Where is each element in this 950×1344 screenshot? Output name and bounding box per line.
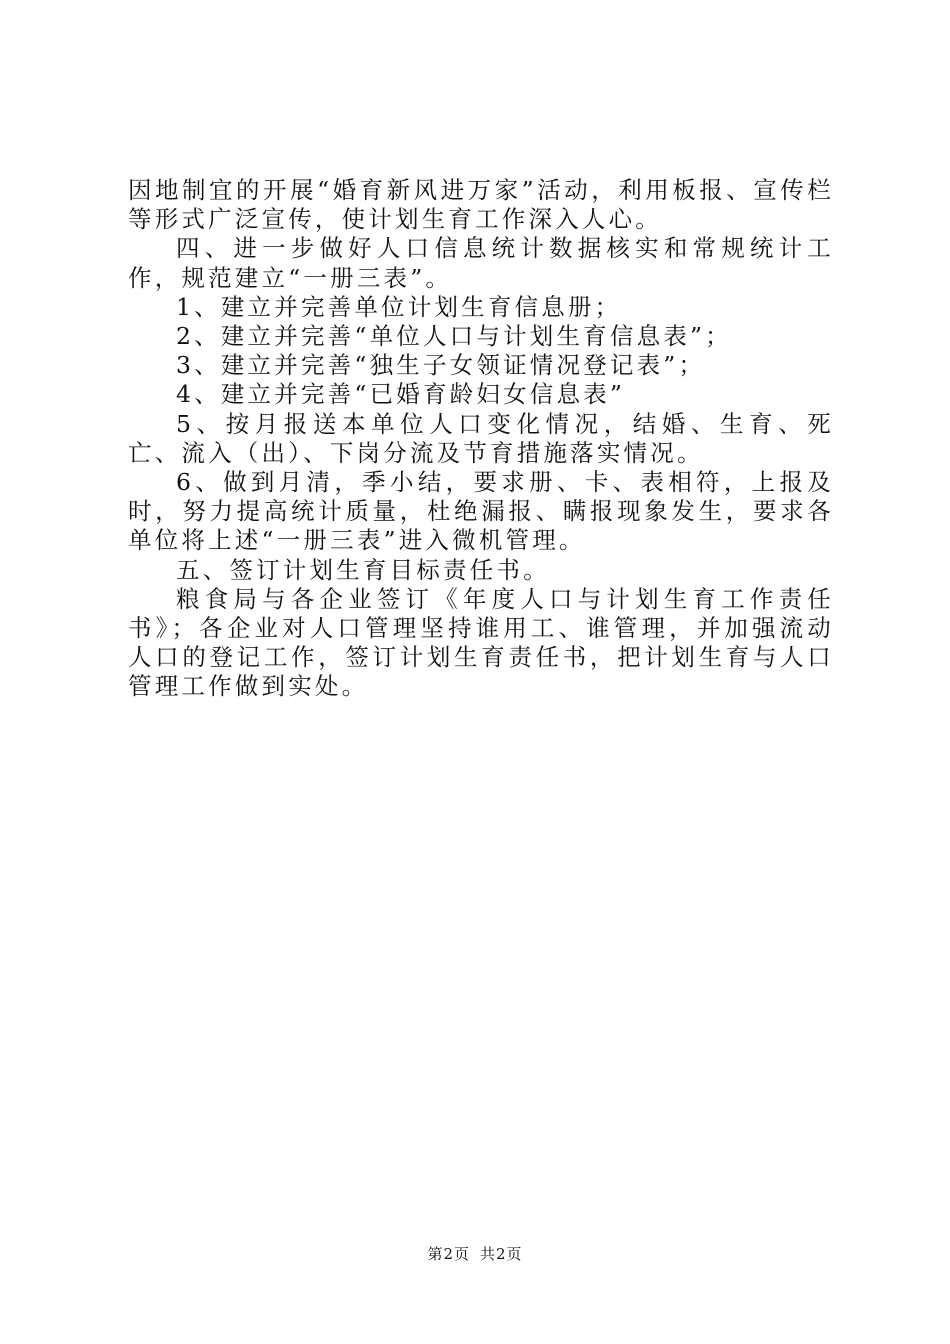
paragraph-2: 四、进一步做好人口信息统计数据核实和常规统计工作，规范建立“一册三表”。 (128, 234, 834, 292)
page-footer (0, 1243, 950, 1264)
paragraph-6: 4、建立并完善“已婚育龄妇女信息表” (176, 380, 626, 409)
paragraph-5: 3、建立并完善“独生子女领证情况登记表”； (176, 351, 706, 380)
page-number-total: 共2页 (480, 1245, 523, 1263)
paragraph-3: 1、建立并完善单位计划生育信息册； (176, 292, 622, 321)
paragraph-7: 5、按月报送本单位人口变化情况，结婚、生育、死亡、流入（出）、下岗分流及节育措施落实情况。 (128, 409, 834, 467)
page-number-current: 第2页 (427, 1245, 470, 1263)
paragraph-8: 6、做到月清，季小结，要求册、卡、表相符，上报及时，努力提高统计质量，杜绝漏报、瞒报现象发生，要求各单位将上述“一册三表”进入微机管理。 (128, 468, 834, 555)
paragraph-10: 粮食局与各企业签订《年度人口与计划生育工作责任书》；各企业对人口管理坚持谁用工、谁管理，并加强流动人口的登记工作，签订计划生育责任书，把计划生育与人口管理工作做到实处。 (128, 584, 834, 701)
paragraph-4: 2、建立并完善“单位人口与计划生育信息表”； (176, 322, 732, 351)
document-body (128, 176, 834, 702)
paragraph-9: 五、签订计划生育目标责任书。 (176, 555, 550, 584)
paragraph-1: 因地制宜的开展“婚育新风进万家”活动，利用板报、宣传栏等形式广泛宣传，使计划生育工作深入人心。 (128, 176, 834, 234)
